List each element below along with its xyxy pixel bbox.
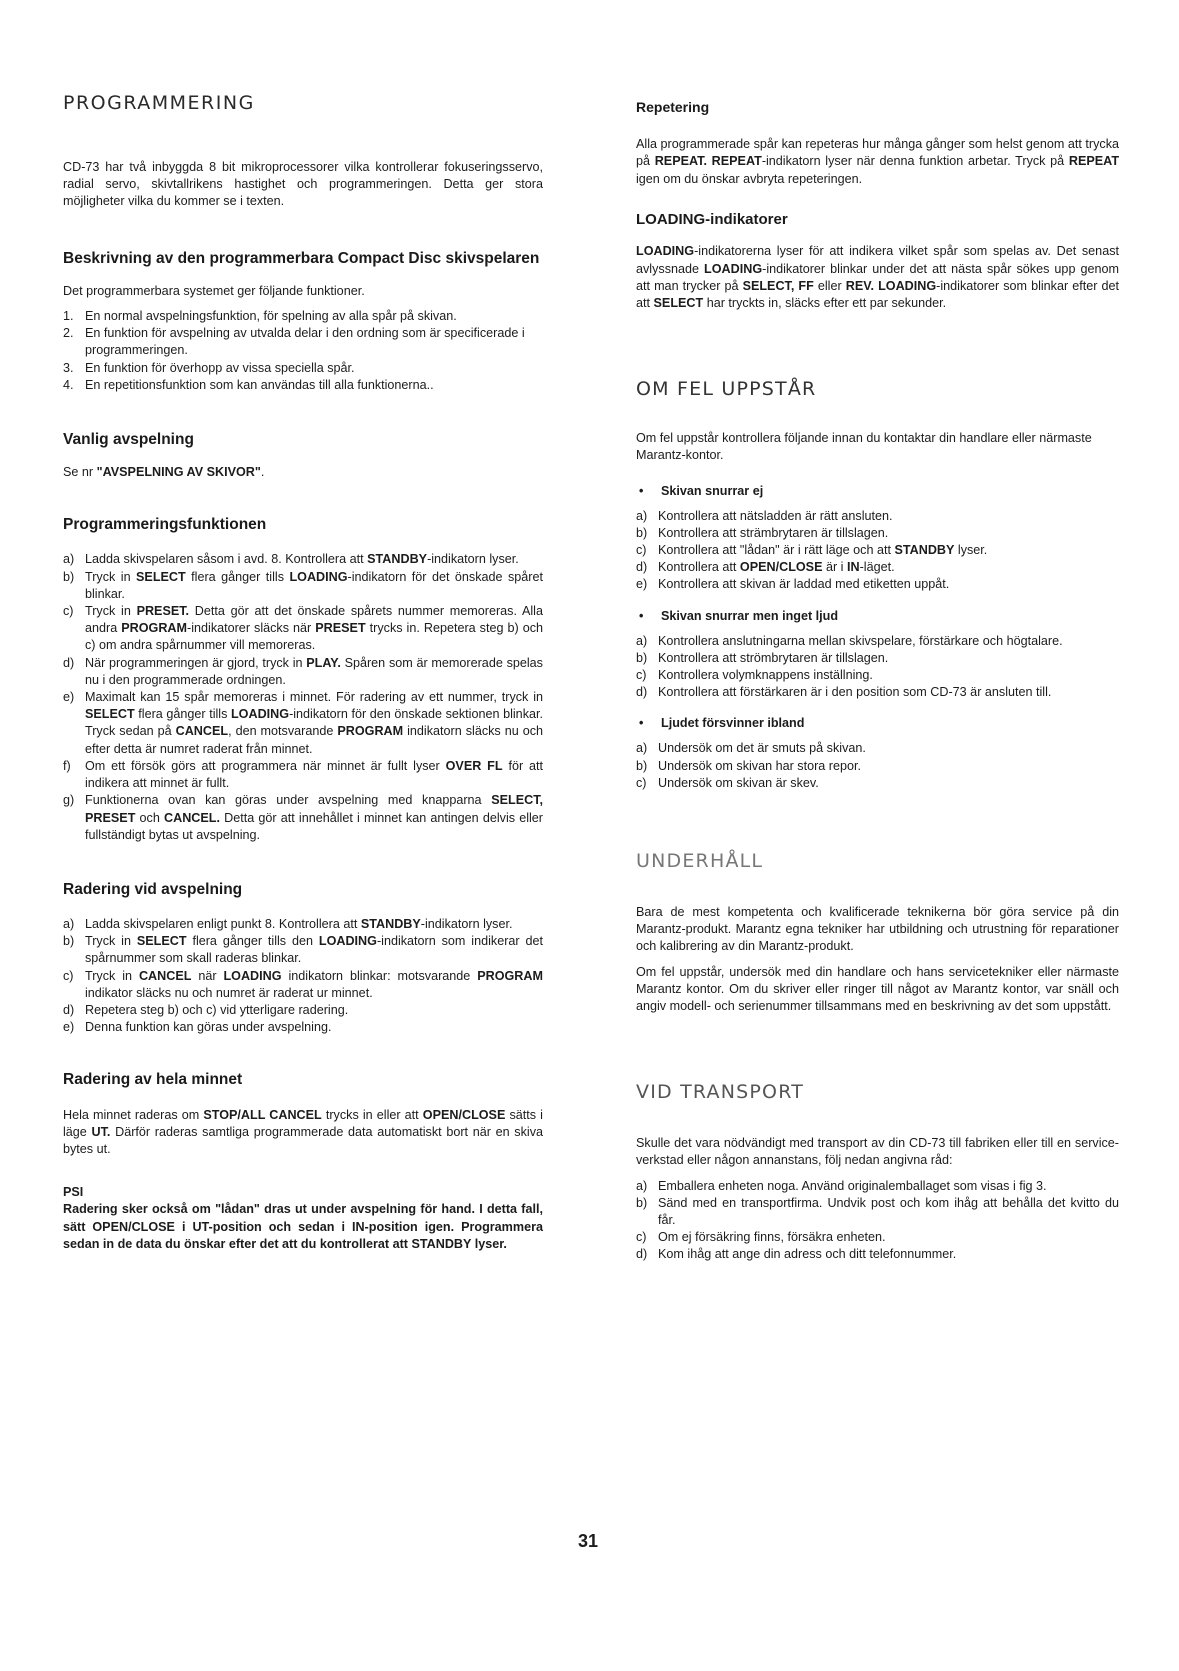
radhela-heading: Radering av hela minnet (63, 1071, 243, 1089)
psi-note (63, 1184, 543, 1253)
psi-text: Radering sker också om "lådan" dras ut under avspelning för hand. I detta fall, sätt OPEN/CLOSE i UT-position och sedan i IN-position igen. Programmera sedan in de data du önskar efter det att du kontrollerat att STANDBY lyser. (63, 1202, 543, 1251)
list-item: d) Kontrollera att förstärkaren är i den position som CD-73 är ansluten till. (636, 685, 1052, 700)
list-item: c) Tryck in CANCEL när LOADING indikatorn blinkar: motsvarande PROGRAM indikator släcks nu och numret är raderat ur minnet. (63, 968, 543, 1000)
bullet3-list (636, 740, 1119, 792)
list-item: c) Kontrollera att "lådan" är i rätt läge och att STANDBY lyser. (636, 542, 988, 557)
psi-title: PSI (63, 1185, 84, 1200)
intro-paragraph: CD-73 har två inbyggda 8 bit mikroprocessorer vilka kontrollerar fokuseringsservo, radial servo, skivtallrikens hastighet och programmeringen. Detta ger stora möjligheter vilka du kommer se i texten. (63, 160, 543, 209)
list-item: a) Ladda skivspelaren såsom i avd. 8. Kontrollera att STANDBY-indikatorn lyser. (63, 552, 519, 567)
list-item: 1. En normal avspelningsfunktion, för spelning av alla spår på skivan. (63, 308, 457, 323)
list-item: a) Kontrollera att nätsladden är rätt ansluten. (636, 508, 893, 523)
transport-intro: Skulle det vara nödvändigt med transport av din CD-73 till fabriken eller till en service-verkstad eller någon annanstans, följ nedan angivna råd: (636, 1136, 1119, 1168)
list-item: c) Om ej försäkring finns, försäkra enheten. (636, 1230, 886, 1245)
loading-paragraph: LOADING-indikatorerna lyser för att indikera vilket spår som spelas av. Det senast avlyssnade LOADING-indikatorer blinkar under det att nästa spår sökes upp genom att man trycker på SELECT, FF eller REV. LOADING-indikatorer som blinkar efter det att SELECT har tryckts in, släcks efter ett par sekunder. (636, 244, 1120, 310)
vanlig-paragraph: Se nr "AVSPELNING AV SKIVOR". (63, 465, 265, 480)
list-item: c) Kontrollera volymknappens inställning. (636, 667, 873, 682)
page-number: 31 (578, 1531, 599, 1551)
list-item: b) Tryck in SELECT flera gånger tills LOADING-indikatorn för det önskade spåret blinkar. (63, 569, 543, 601)
radvid-list (63, 916, 543, 1036)
underhall-paragraph-2: Om fel uppstår, undersök med din handlare och hans servicetekniker eller närmaste Marantz kontor. Om du skriver eller ringer till något av Marantz kontor, var snäll och angiv modell- och serienummer tillsammans med en beskrivning av det som uppstått. (636, 964, 1119, 1013)
list-item: a) Undersök om det är smuts på skivan. (636, 741, 866, 756)
radhela-paragraph: Hela minnet raderas om STOP/ALL CANCEL trycks in eller att OPEN/CLOSE sätts i läge UT. Därför raderas samtliga programmerade data automatiskt bort när en skiva bytes ut. (63, 1107, 544, 1157)
bullet-heading: • Ljudet försvinner ibland (639, 716, 805, 731)
functions-list (63, 308, 543, 394)
repetering-heading: Repetering (636, 99, 710, 115)
list-item: b) Sänd med en transportfirma. Undvik post och kom ihåg att behålla det kvitto du får. (636, 1195, 1119, 1227)
list-item: c) Tryck in PRESET. Detta gör att det önskade spårets nummer memoreras. Alla andra PROGRAM-indikatorer släcks när PRESET trycks in. Repetera steg b) och c) om andra spårnummer vill memoreras. (63, 604, 544, 653)
list-item: g) Funktionerna ovan kan göras under avspelning med knapparna SELECT, PRESET och CANCEL. Detta gör att innehållet i minnet kan antingen delvis eller fullständigt bytas ut avspelning. (63, 793, 543, 842)
list-item: 4. En repetitionsfunktion som kan användas till alla funktionerna.. (63, 377, 434, 392)
omfel-intro: Om fel uppstår kontrollera följande innan du kontaktar din handlare eller närmaste Marantz-kontor. (636, 431, 1092, 463)
underhall-title: UNDERHÅLL (636, 849, 764, 872)
progfunk-heading: Programmeringsfunktionen (63, 516, 267, 534)
list-item: b) Tryck in SELECT flera gånger tills den LOADING-indikatorn som indikerar det spårnummer som skall raderas blinkar. (63, 934, 543, 966)
transport-title: VID TRANSPORT (636, 1081, 805, 1104)
list-item: 2. En funktion för avspelning av utvalda delar i den ordning som är specificerade i programmeringen. (63, 326, 525, 358)
beskrivning-intro: Det programmerbara systemet ger följande funktioner. (63, 283, 365, 298)
list-item: d) Kontrollera att OPEN/CLOSE är i IN-läget. (636, 560, 895, 575)
underhall-paragraph-1: Bara de mest kompetenta och kvalificerade teknikerna bör göra service på din Marantz-produkt. Marantz egna tekniker har utbildning och utrustning för reparationer och kalibrering av din Marantz-produkt. (636, 904, 1119, 954)
list-item: b) Undersök om skivan har stora repor. (636, 758, 861, 773)
bullet-heading: • Skivan snurrar men inget ljud (639, 608, 839, 623)
repetering-paragraph: Alla programmerade spår kan repeteras hur många gånger som helst genom att trycka på REPEAT. REPEAT-indikatorn lyser när denna funktion arbetar. Tryck på REPEAT igen om du önskar avbryta repeteringen. (636, 137, 1120, 186)
bullet1-list (636, 508, 1119, 594)
transport-list (636, 1178, 1119, 1264)
list-item: d) När programmeringen är gjord, tryck in PLAY. Spåren som är memorerade spelas nu i den programmerade ordningen. (63, 655, 543, 687)
list-item: b) Kontrollera att strömbrytaren är tillslagen. (636, 650, 889, 665)
list-item: c) Undersök om skivan är skev. (636, 775, 819, 790)
radvid-heading: Radering vid avspelning (63, 880, 243, 898)
right-column (636, 98, 1119, 1264)
bullet2-list (636, 633, 1119, 702)
list-item: a) Ladda skivspelaren enligt punkt 8. Kontrollera att STANDBY-indikatorn lyser. (63, 917, 513, 932)
bullet-heading: • Skivan snurrar ej (639, 483, 764, 498)
list-item: e) Kontrollera att skivan är laddad med etiketten uppåt. (636, 577, 950, 592)
list-item: a) Emballera enheten noga. Använd originalemballaget som visas i fig 3. (636, 1178, 1047, 1193)
list-item: d) Repetera steg b) och c) vid ytterligare radering. (63, 1003, 349, 1018)
list-item: a) Kontrollera anslutningarna mellan skivspelare, förstärkare och högtalare. (636, 633, 1063, 648)
programmering-title: PROGRAMMERING (63, 92, 255, 114)
left-column (63, 92, 543, 1253)
list-item: f) Om ett försök görs att programmera när minnet är fullt lyser OVER FL för att indikera att minnet är fullt. (63, 758, 544, 791)
list-item: e) Denna funktion kan göras under avspelning. (63, 1020, 332, 1035)
loading-heading: LOADING-indikatorer (636, 210, 788, 228)
list-item: e) Maximalt kan 15 spår memoreras i minnet. För radering av ett nummer, tryck in SELECT flera gånger tills LOADING-indikatorn för den önskade sektionen blinkar. Tryck sedan på CANCEL, den motsvarande PROGRAM indikatorn släcks nu och efter detta är numret raderat från minnet. (63, 690, 543, 756)
list-item: d) Kom ihåg att ange din adress och ditt telefonnummer. (636, 1247, 957, 1262)
progfunk-list (63, 551, 543, 843)
list-item: 3. En funktion för överhopp av vissa speciella spår. (63, 360, 355, 375)
beskrivning-heading: Beskrivning av den programmerbara Compact Disc skivspelaren (63, 249, 540, 267)
omfel-title: OM FEL UPPSTÅR (636, 378, 817, 401)
list-item: b) Kontrollera att strämbrytaren är tillslagen. (636, 525, 889, 540)
vanlig-heading: Vanlig avspelning (63, 430, 194, 448)
